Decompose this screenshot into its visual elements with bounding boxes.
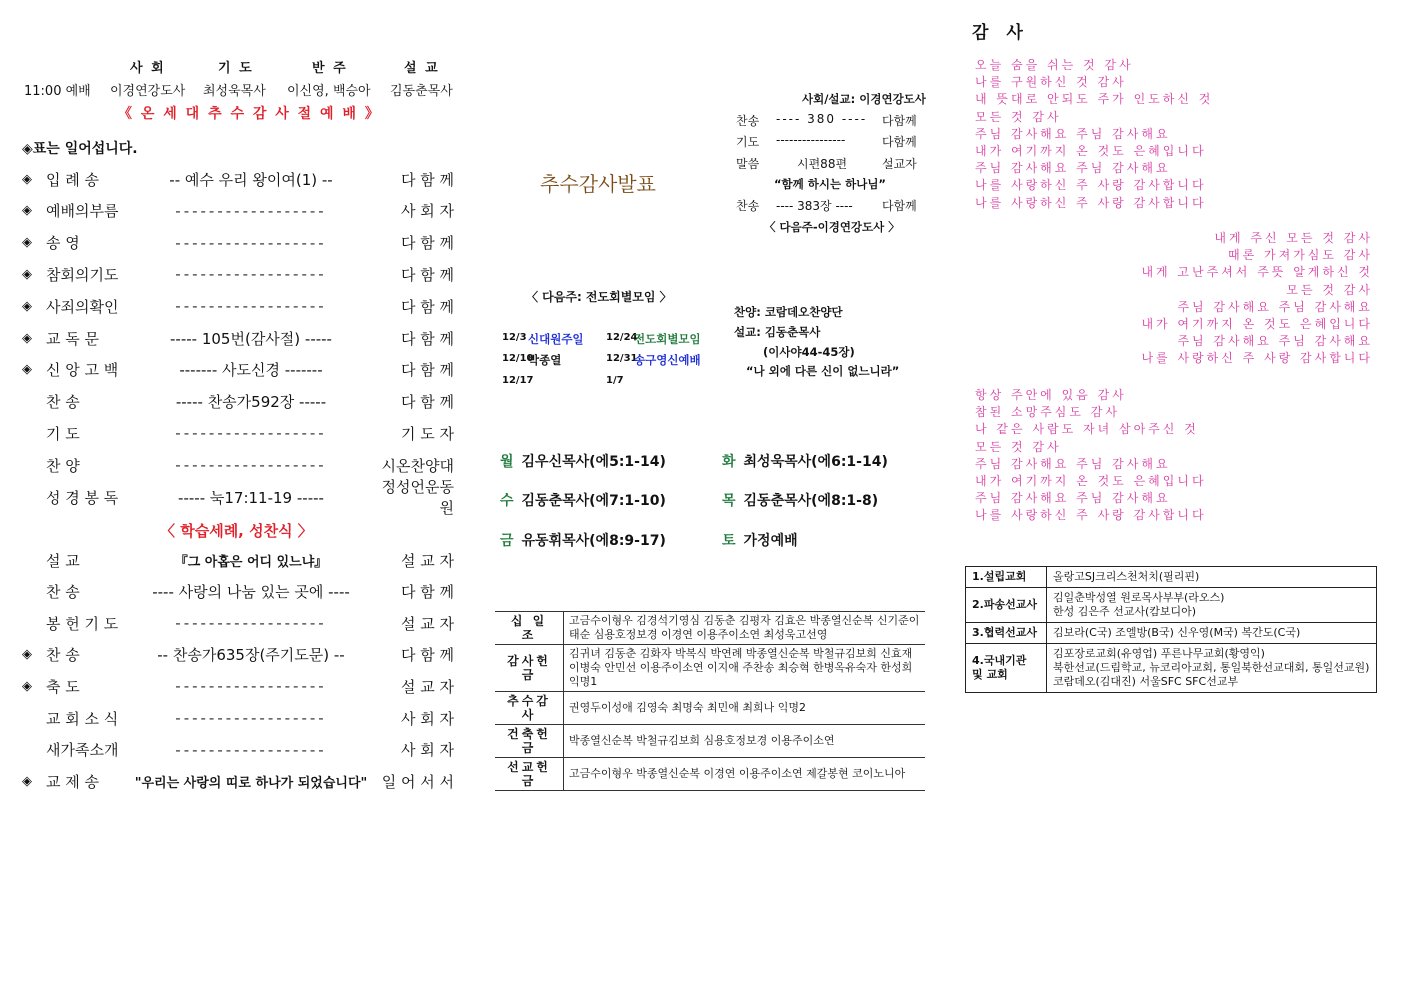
schedule-date: 12/3 (502, 332, 527, 343)
thanks-title: 감 사 (972, 23, 1029, 43)
lyric-line: 주님 감사해요 주님 감사해요 (975, 491, 1171, 506)
offering-label: 추수감사 (495, 692, 564, 725)
lyric-line: 항상 주안에 있음 감사 (975, 388, 1127, 402)
order-person: 다 함 께 (400, 234, 454, 253)
lyric-line: 주님 감사해요 주님 감사해요 (1177, 299, 1373, 314)
dawn-text: 김동춘목사(에7:1-10) (521, 493, 666, 509)
evening-sermon-title: “함께 하시는 하나님” (774, 177, 886, 191)
schedule-date: 12/10 (502, 353, 534, 364)
order-row (22, 358, 454, 382)
mission-line: 코람데오(김대진) 서울SFC SFC선교부 (1053, 675, 1239, 688)
schedule-event: 전도회별모임 (634, 332, 701, 346)
evening-who: 다함께 (882, 135, 917, 149)
mission-detail (1047, 623, 1377, 644)
offering-label: 선교헌금 (495, 758, 564, 791)
lyric-line: 나를 사랑하신 주 사랑 감사합니다 (975, 508, 1207, 523)
offering-row (495, 758, 925, 791)
mission-detail (1047, 644, 1377, 693)
person-accompany: 이신영, 백승아 (287, 84, 371, 99)
order-row (22, 580, 454, 604)
offering-names: 권영두이성애 김영숙 최명숙 최민애 최희나 익명2 (564, 692, 926, 725)
order-detail: ----- 찬송가592장 ----- (175, 393, 327, 412)
person-host: 이경연강도사 (110, 84, 186, 99)
thanks-verse-1 (975, 57, 1213, 212)
order-person: 사 회 자 (400, 202, 454, 221)
mission-label: 3.협력선교사 (966, 623, 1047, 644)
order-detail: ------------------ (175, 201, 327, 220)
order-row (22, 199, 454, 223)
lyric-line: 내게 고난주셔서 주뜻 알게하신 것 (1141, 265, 1373, 280)
order-person: 다 함 께 (400, 329, 454, 348)
order-detail: ------------------ (175, 297, 327, 316)
order-item: 예배의부름 (46, 202, 119, 221)
mission-label: 1.설립교회 (966, 567, 1047, 588)
mission-row (966, 644, 1377, 693)
order-item: 설 교 (46, 551, 80, 570)
order-row (22, 548, 454, 572)
order-detail: -- 예수 우리 왕이여(1) -- (169, 170, 333, 189)
order-row (22, 674, 454, 698)
lyric-line: 내게 주신 모든 것 감사 (1214, 231, 1373, 245)
evening-leader: 사회/설교: 이경연강도사 (802, 92, 926, 106)
schedule-event: 박종열 (528, 353, 562, 367)
mission-line: 한성 김은주 선교사(캄보디아) (1053, 605, 1197, 618)
lyric-line: 참된 소망주심도 감사 (975, 405, 1120, 420)
section-baptism: 〈 학습세례, 성찬식 〉 (160, 522, 313, 540)
dawn-day: 금 (500, 533, 514, 549)
missions-table (965, 566, 1377, 693)
order-person: 설 교 자 (400, 614, 454, 633)
role-label-host: 사 회 (130, 61, 166, 76)
order-detail: 『그 아홉은 어디 있느냐』 (174, 554, 328, 570)
order-item: 새가족소개 (46, 741, 119, 760)
order-item: 입 례 송 (46, 170, 100, 189)
order-row (22, 390, 454, 414)
mission-line: 북한선교(드림학교, 뉴코리아교회, 통일북한선교대회, 통일선교원) (1053, 661, 1370, 674)
evening-item: 찬송 (736, 199, 760, 213)
evening-who: 설교자 (882, 157, 917, 171)
dawn-day: 목 (722, 493, 736, 509)
lyric-line: 나를 사랑하신 주 사랑 감사합니다 (1141, 351, 1373, 366)
order-person: 사 회 자 (400, 741, 454, 760)
lyric-line: 모든 것 감사 (975, 109, 1062, 124)
order-person: 다 함 께 (400, 393, 454, 412)
person-sermon: 김동춘목사 (390, 84, 453, 99)
lyric-line: 주님 감사해요 주님 감사해요 (1177, 334, 1373, 349)
order-person: 정성언운동원 (381, 478, 454, 517)
praise-choir: 찬양: 코람데오찬양단 (734, 305, 843, 319)
order-person: 기 도 자 (400, 424, 454, 443)
order-row (22, 421, 454, 445)
order-row (22, 738, 454, 762)
dawn-text: 김우신목사(에5:1-14) (521, 454, 666, 470)
mission-label: 2.파송선교사 (966, 588, 1047, 623)
order-detail: ------------------ (175, 265, 327, 284)
order-person: 설 교 자 (400, 677, 454, 696)
order-person: 다 함 께 (400, 583, 454, 602)
lyric-line: 나 같은 사람도 자녀 삼아주신 것 (975, 422, 1199, 437)
lyric-line: 모든 것 감사 (1286, 282, 1373, 297)
order-row (22, 231, 454, 255)
mission-detail (1047, 567, 1377, 588)
dawn-text: 최성욱목사(에6:1-14) (743, 454, 888, 470)
order-detail: ------------------ (175, 709, 327, 727)
offering-row (495, 612, 925, 645)
order-detail: ---- 사랑의 나눔 있는 곳에 ---- (152, 583, 350, 602)
praise-passage: (이사야44-45장) (763, 345, 855, 359)
evening-mid: 시편88편 (797, 157, 848, 171)
schedule-date: 1/7 (606, 375, 624, 386)
stand-marker-icon: ◈ (22, 678, 32, 694)
offering-row (495, 725, 925, 758)
order-detail: ------------------ (175, 233, 327, 252)
service-time: 11:00 예배 (24, 84, 91, 99)
schedule-date: 12/17 (502, 375, 534, 386)
order-row (22, 706, 454, 730)
order-row (22, 643, 454, 667)
praise-title: “나 외에 다른 신이 없느니라” (746, 364, 900, 378)
role-label-sermon: 설 교 (404, 61, 440, 76)
stand-marker-icon: ◈ (22, 362, 32, 378)
mission-row (966, 588, 1377, 623)
offering-names: 고금수이형우 박종열신순복 이경연 이용주이소연 제갈봉현 코이노니아 (564, 758, 926, 791)
order-detail: ------------------ (175, 614, 327, 633)
order-item: 사죄의확인 (46, 297, 119, 316)
evening-item: 말씀 (736, 157, 760, 171)
order-row (22, 294, 454, 318)
role-label-accompany: 반 주 (312, 61, 348, 76)
mission-detail (1047, 588, 1377, 623)
evening-who: 다함께 (882, 114, 917, 128)
order-item: 봉 헌 기 도 (46, 614, 119, 633)
mission-line: 김포장로교회(유영업) 푸른나무교회(황영익) (1053, 647, 1265, 660)
order-item: 성 경 봉 독 (46, 488, 119, 507)
offering-names: 고금수이형우 김경석기영심 김동춘 김평자 김효은 박종열신순복 신기준이태순 심용호정보경 이경연 이용주이소연 최성욱고선영 (564, 612, 926, 645)
mission-label: 4.국내기관 및 교회 (966, 644, 1047, 693)
order-item: 신 앙 고 백 (46, 361, 119, 380)
mission-line: 올랑고SJ크리스천처치(필리핀) (1053, 570, 1200, 583)
order-person: 시온찬양대 (381, 456, 454, 475)
order-item: 기 도 (46, 424, 80, 443)
order-detail: ----- 눅17:11-19 ----- (178, 488, 324, 507)
lyric-line: 주님 감사해요 주님 감사해요 (975, 161, 1171, 176)
order-row (22, 167, 454, 191)
order-detail: ------------------ (175, 677, 327, 696)
harvest-title: 추수감사발표 (540, 172, 656, 196)
dawn-text: 김동춘목사(에8:1-8) (743, 493, 879, 509)
order-person: 다 함 께 (400, 297, 454, 316)
order-person: 다 함 께 (400, 265, 454, 284)
evening-mid: ---- 380 ---- (776, 112, 868, 126)
dawn-day: 월 (500, 454, 514, 470)
schedule-date: 12/31 (606, 353, 638, 364)
offering-row (495, 645, 925, 692)
lyric-line: 나를 사랑하신 주 사랑 감사합니다 (975, 195, 1207, 210)
lyric-line: 주님 감사해요 주님 감사해요 (975, 456, 1171, 471)
lyric-line: 모든 것 감사 (975, 439, 1062, 454)
order-person: 다 함 께 (400, 361, 454, 380)
order-item: 찬 송 (46, 393, 80, 412)
offering-label: 건축헌금 (495, 725, 564, 758)
dawn-text: 가정예배 (743, 533, 798, 549)
offerings-table (495, 611, 925, 791)
order-person: 설 교 자 (400, 551, 454, 570)
role-label-prayer: 기 도 (218, 61, 254, 76)
lyric-line: 내가 여기까지 온 것도 은혜입니다 (975, 474, 1207, 489)
evening-next: 〈 다음주-이경연강도사 〉 (764, 220, 900, 234)
lyric-line: 나를 구원하신 것 감사 (975, 75, 1127, 90)
mission-line: 김일춘박성열 원로목사부부(라오스) (1053, 591, 1225, 604)
dawn-day: 토 (722, 533, 736, 549)
order-item: 축 도 (46, 677, 80, 696)
thanks-verse-3 (975, 387, 1207, 525)
schedule-event: 송구영신예배 (634, 353, 701, 367)
offering-label: 감사헌금 (495, 645, 564, 692)
order-item: 찬 양 (46, 456, 80, 475)
order-row (22, 478, 454, 517)
order-detail: ------------------ (175, 740, 327, 759)
order-item: 참회의기도 (46, 265, 119, 284)
stand-note: ◈표는 일어섭니다. (22, 141, 138, 157)
order-detail: ------------------ (175, 424, 327, 443)
evening-item: 기도 (736, 135, 760, 149)
order-row (22, 769, 454, 793)
offering-row (495, 692, 925, 725)
thanks-verse-2 (1141, 230, 1373, 368)
service-title: 《 온 세 대 추 수 감 사 절 예 배 》 (118, 106, 381, 122)
stand-marker-icon: ◈ (22, 235, 32, 251)
evening-mid: ---------------- (776, 133, 846, 147)
stand-marker-icon: ◈ (22, 203, 32, 219)
order-item: 송 영 (46, 234, 80, 253)
offering-names: 김귀녀 김동춘 김화자 박복식 박연례 박종열신순복 박철규김보희 신효재이병숙 안민선 이용주이소연 이지애 주찬송 최승혁 한병옥유숙자 한성희 익명1 (564, 645, 926, 692)
stand-marker-icon: ◈ (22, 171, 32, 187)
lyric-line: 내 뜻대로 안되도 주가 인도하신 것 (975, 92, 1214, 107)
evening-item: 찬송 (736, 114, 760, 128)
stand-marker-icon: ◈ (22, 266, 32, 282)
order-detail: ------------------ (175, 456, 327, 475)
lyric-line: 내가 여기까지 온 것도 은혜입니다 (1141, 317, 1373, 332)
order-detail: -- 찬송가635장(주기도문) -- (157, 646, 345, 665)
stand-marker-icon: ◈ (22, 298, 32, 314)
lyric-line: 때론 가져가심도 감사 (1228, 248, 1373, 263)
mission-line: 김보라(C국) 조엘방(B국) 신우영(M국) 복간도(C국) (1053, 626, 1301, 639)
order-detail: ------- 사도신경 ------- (179, 361, 323, 380)
order-item: 찬 송 (46, 646, 80, 665)
dawn-day: 수 (500, 493, 514, 509)
order-item: 교 제 송 (46, 772, 100, 791)
order-person: 다 함 께 (400, 170, 454, 189)
offering-label: 십 일 조 (495, 612, 564, 645)
schedule-event: 신대원주일 (528, 332, 584, 346)
lyric-line: 내가 여기까지 온 것도 은혜입니다 (975, 144, 1207, 159)
order-row (22, 326, 454, 350)
order-row (22, 453, 454, 477)
person-prayer: 최성욱목사 (203, 84, 266, 99)
order-item: 찬 송 (46, 583, 80, 602)
order-person: 사 회 자 (400, 709, 454, 728)
lyric-line: 주님 감사해요 주님 감사해요 (975, 126, 1171, 141)
offering-names: 박종열신순복 박철규김보희 심용호정보경 이용주이소연 (564, 725, 926, 758)
order-item: 교 독 문 (46, 329, 100, 348)
mission-row (966, 567, 1377, 588)
stand-marker-icon: ◈ (22, 647, 32, 663)
mission-row (966, 623, 1377, 644)
order-detail: "우리는 사랑의 띠로 하나가 되었습니다" (134, 775, 368, 791)
stand-marker-icon: ◈ (22, 330, 32, 346)
order-item: 교 회 소 식 (46, 709, 119, 728)
order-person: 다 함 께 (400, 646, 454, 665)
praise-preacher: 설교: 김동춘목사 (734, 325, 821, 339)
harvest-next-label: 〈 다음주: 전도회별모임 〉 (526, 290, 672, 304)
dawn-day: 화 (722, 454, 736, 470)
dawn-text: 유동휘목사(에8:9-17) (521, 533, 666, 549)
schedule-date: 12/24 (606, 332, 638, 343)
order-row (22, 611, 454, 635)
stand-marker-icon: ◈ (22, 773, 32, 789)
order-row (22, 262, 454, 286)
lyric-line: 나를 사랑하신 주 사랑 감사합니다 (975, 178, 1207, 193)
evening-mid: ---- 383장 ---- (776, 199, 853, 213)
evening-who: 다함께 (882, 199, 917, 213)
order-person: 일 어 서 서 (381, 772, 454, 791)
lyric-line: 오늘 숨을 쉬는 것 감사 (975, 58, 1134, 72)
order-detail: ----- 105번(감사절) ----- (170, 329, 332, 348)
